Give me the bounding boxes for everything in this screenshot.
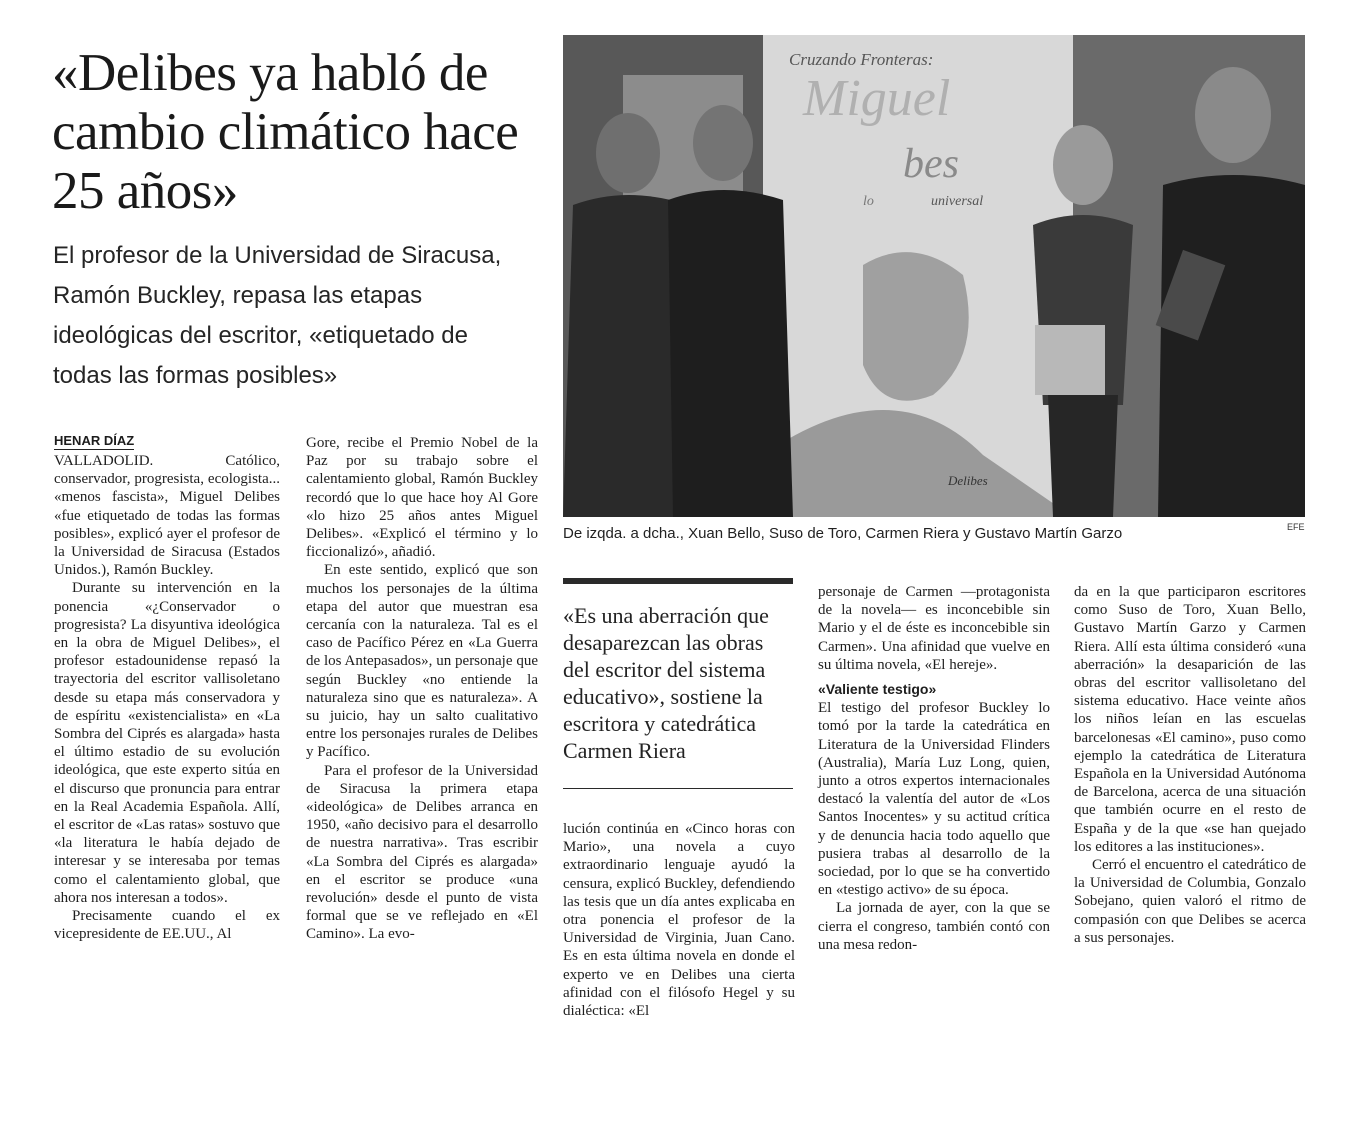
article-column-3 <box>563 820 795 1020</box>
pull-quote <box>563 578 793 789</box>
paragraph: Gore, recibe el Premio Nobel de la Paz por su trabajo sobre el calentamiento global, Ramón Buckley recordó que lo que hace hoy Al Gore «lo hizo 25 años antes Miguel Delibes». «Explicó el término y lo ficcionalizó», añadió. <box>306 435 538 561</box>
paragraph: El testigo del profesor Buckley lo tomó por la tarde la catedrática en Literatura de la Universidad Flinders (Australia), María Luz Long, quien, junto a otros expertos internacionales destacó la valentía del autor de «Los Santos Inocentes» y su actitud crítica y de denuncia hacia todo aquello que pusiera trabas al desarrollo de la sociedad, por lo que se ha convertido en «testigo activo» de su época. <box>818 700 1050 899</box>
paragraph: VALLADOLID. Católico, conservador, progresista, ecologista... «menos fascista», Miguel Delibes «fue etiquetado de todas las formas posibles», explicó ayer el profesor de la Universidad de Siracusa (Estados Unidos.), Ramón Buckley. <box>54 453 280 579</box>
exhibit-title-text: Cruzando Fronteras: <box>789 50 934 69</box>
paragraph: Cerró el encuentro el catedrático de la Universidad de Columbia, Gonzalo Sobejano, quien valoró el ritmo de compasión con que Delibes se acerca a sus personajes. <box>1074 857 1306 946</box>
event-photo <box>563 35 1305 517</box>
paragraph: da en la que participaron escritores como Suso de Toro, Xuan Bello, Gustavo Martín Garzo y Carmen Riera. Allí esta última consideró «una aberración» la desaparición de las obras del escritor vallisoletano del sistema educativo. Hace veinte años los niños leían en las escuelas barcelonesas «El camino», puso como ejemplo la catedrática de Literatura Española en la Universidad Autónoma de Barcelona, acerca de una situación que también ocurre en el resto de España y de la que «se han quejado los editores a las instituciones». <box>1074 584 1306 855</box>
paragraph: personaje de Carmen —protagonista de la novela— es inconcebible sin Mario y el de éste es inconcebible sin Carmen». Una afinidad que vuelve en su última novela, «El hereje». <box>818 584 1050 673</box>
paragraph: Precisamente cuando el ex vicepresidente de EE.UU., Al <box>54 908 280 943</box>
headline: «Delibes ya habló de cambio climático hace 25 años» <box>52 44 519 220</box>
article-column-5 <box>1074 583 1306 947</box>
photo-credit: EFE <box>1287 522 1305 532</box>
section-subtitle: «Valiente testigo» <box>818 681 937 698</box>
article-column-2 <box>306 434 538 944</box>
exhibit-name-text: bes <box>903 141 959 187</box>
subheadline: El profesor de la Universidad de Siracusa, Ramón Buckley, repasa las etapas ideológicas del escritor, «etiquetado de todas las formas posibles» <box>53 242 502 389</box>
paragraph: En este sentido, explicó que son muchos los personajes de la última etapa del autor que muestran esa cercanía con la naturaleza. Tal es el caso de Pacífico Pérez en «La Guerra de los Antepasados», un personaje que según Buckley «no entiende la naturaleza sino que es naturaleza». A su juicio, hay un salto cualitativo entre los personajes rurales de Delibes y Pacífico. <box>306 562 538 761</box>
exhibit-name-text: Miguel <box>803 70 951 127</box>
photo-caption: De izqda. a dcha., Xuan Bello, Suso de Toro, Carmen Riera y Gustavo Martín Garzo <box>563 525 1123 542</box>
exhibit-tagline-text: universal <box>931 194 984 209</box>
article-column-4 <box>818 583 1050 954</box>
article-column-1 <box>54 452 280 943</box>
paragraph: Durante su intervención en la ponencia «¿Conservador o progresista? La disyuntiva ideológica en la obra de Miguel Delibes», el profesor estadounidense repasó la trayectoria del escritor vallisoletano desde su etapa más conservadora y de espíritu «existencialista» en «La Sombra del Ciprés es alargada» hasta el último estadio de su evolución ideológica, que este experto sitúa en el discurso que pronuncia para entrar en la Real Academia Española. Allí, el escritor de «Las ratas» sostuvo que «la literatura le había dejado de interesar y se interesaba por temas como el calentamiento global, que ahora nos interesan a todos». <box>54 580 280 906</box>
paragraph: La jornada de ayer, con la que se cierra el congreso, también contó con una mesa redon- <box>818 900 1050 953</box>
byline: HENAR DÍAZ <box>54 433 135 448</box>
paragraph: lución continúa en «Cinco horas con Mario», una novela a cuyo extraordinario lenguaje ayudó la censura, explicó Buckley, defendiendo las tesis que un día antes explicaba en otra ponencia el profesor de la Universidad de Virginia, Juan Cano. Es en esta última novela en donde el experto ve en Delibes una cierta afinidad con el filósofo Hegel y su dialéctica: «El <box>563 821 795 1020</box>
exhibit-logo-text: Delibes <box>948 473 988 488</box>
exhibit-tagline-text: lo <box>863 194 874 209</box>
pull-quote-text: «Es una aberración que desaparezcan las obras del escritor del sistema educativo», sostiene la escritora y catedrática Carmen Riera <box>563 603 769 763</box>
paragraph: Para el profesor de la Universidad de Siracusa la primera etapa «ideológica» de Delibes arranca en 1950, «año decisivo para el desarrollo de nuestra narrativa». Tras escribir «La Sombra del Ciprés es alargada» en el escritor se produce «una revolución» desde el punto de vista formal que se ve reflejado en «El Camino». La evo- <box>306 762 538 943</box>
